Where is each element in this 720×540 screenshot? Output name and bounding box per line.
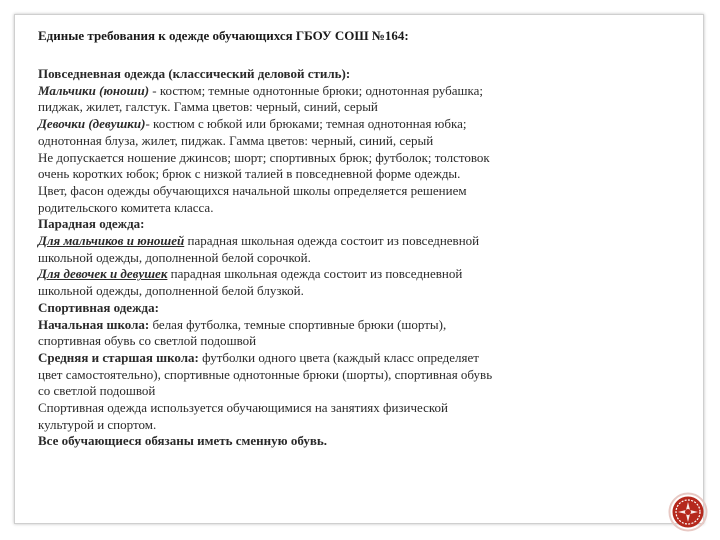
- text-line: [38, 116, 543, 133]
- text-line: [38, 433, 543, 450]
- requirements-text: [38, 66, 543, 450]
- line-text: цвет самостоятельно), спортивные однотонные брюки (шорты), спортивная обувь: [38, 366, 493, 382]
- line-text: футболки одного цвета (каждый класс определяет: [198, 349, 479, 365]
- text-line: [38, 200, 543, 217]
- text-line: [38, 83, 543, 100]
- line-text: Цвет, фасон одежды обучающихся начальной школы определяется решением: [38, 182, 467, 198]
- text-line: [38, 183, 543, 200]
- text-line: [38, 66, 543, 83]
- text-line: [38, 300, 543, 317]
- page-title: Единые требования к одежде обучающихся ГБОУ СОШ №164:: [38, 28, 409, 43]
- line-lead: Средняя и старшая школа:: [38, 349, 199, 365]
- text-line: [38, 383, 543, 400]
- text-line: [38, 133, 543, 150]
- line-text: школьной одежды, дополненной белой блузкой.: [38, 283, 304, 299]
- line-lead: Для девочек и девушек: [38, 266, 168, 282]
- line-text: парадная школьная одежда состоит из повседневной: [184, 233, 480, 249]
- line-lead: Девочки (девушки): [38, 116, 146, 132]
- text-line: [38, 99, 543, 116]
- text-line: [38, 367, 543, 384]
- text-line: [38, 250, 543, 267]
- line-text: со светлой подошвой: [38, 383, 156, 399]
- line-lead: Мальчики (юноши): [38, 82, 150, 98]
- text-line: [38, 283, 543, 300]
- section-heading: Все обучающиеся обязаны иметь сменную обувь.: [38, 433, 327, 449]
- section-heading: Спортивная одежда:: [38, 299, 159, 315]
- line-text: культурой и спортом.: [38, 416, 157, 432]
- line-text: школьной одежды, дополненной белой сорочкой.: [38, 249, 311, 265]
- line-lead: Для мальчиков и юношей: [38, 233, 185, 249]
- line-text: белая футболка, темные спортивные брюки (шорты),: [149, 316, 447, 332]
- line-text: однотонная блуза, жилет, пиджак. Гамма цветов: черный, синий, серый: [38, 132, 434, 148]
- text-line: [38, 417, 543, 434]
- line-text: Спортивная одежда используется обучающимися на занятиях физической: [38, 400, 449, 416]
- text-line: [38, 317, 543, 334]
- text-line: [38, 233, 543, 250]
- line-lead: Начальная школа:: [38, 316, 150, 332]
- ornamental-circle-icon: [668, 492, 708, 532]
- text-line: [38, 266, 543, 283]
- section-heading: Парадная одежда:: [38, 216, 145, 232]
- line-text: родительского комитета класса.: [38, 199, 214, 215]
- section-heading: Повседневная одежда (классический деловой стиль):: [38, 66, 351, 81]
- line-text: - костюм; темные однотонные брюки; однотонная рубашка;: [149, 82, 483, 98]
- text-line: [38, 333, 543, 350]
- text-line: [38, 216, 543, 233]
- line-text: пиджак, жилет, галстук. Гамма цветов: черный, синий, серый: [38, 99, 378, 115]
- text-line: [38, 400, 543, 417]
- text-line: [38, 166, 543, 183]
- line-text: - костюм с юбкой или брюками; темная однотонная юбка;: [145, 116, 467, 132]
- text-line: [38, 150, 543, 167]
- text-line: [38, 350, 543, 367]
- line-text: парадная школьная одежда состоит из повседневной: [167, 266, 463, 282]
- line-text: очень коротких юбок; брюк с низкой талией в повседневной форме одежды.: [38, 166, 461, 182]
- line-text: Не допускается ношение джинсов; шорт; спортивных брюк; футболок; толстовок: [38, 149, 490, 165]
- line-text: спортивная обувь со светлой подошвой: [38, 333, 257, 349]
